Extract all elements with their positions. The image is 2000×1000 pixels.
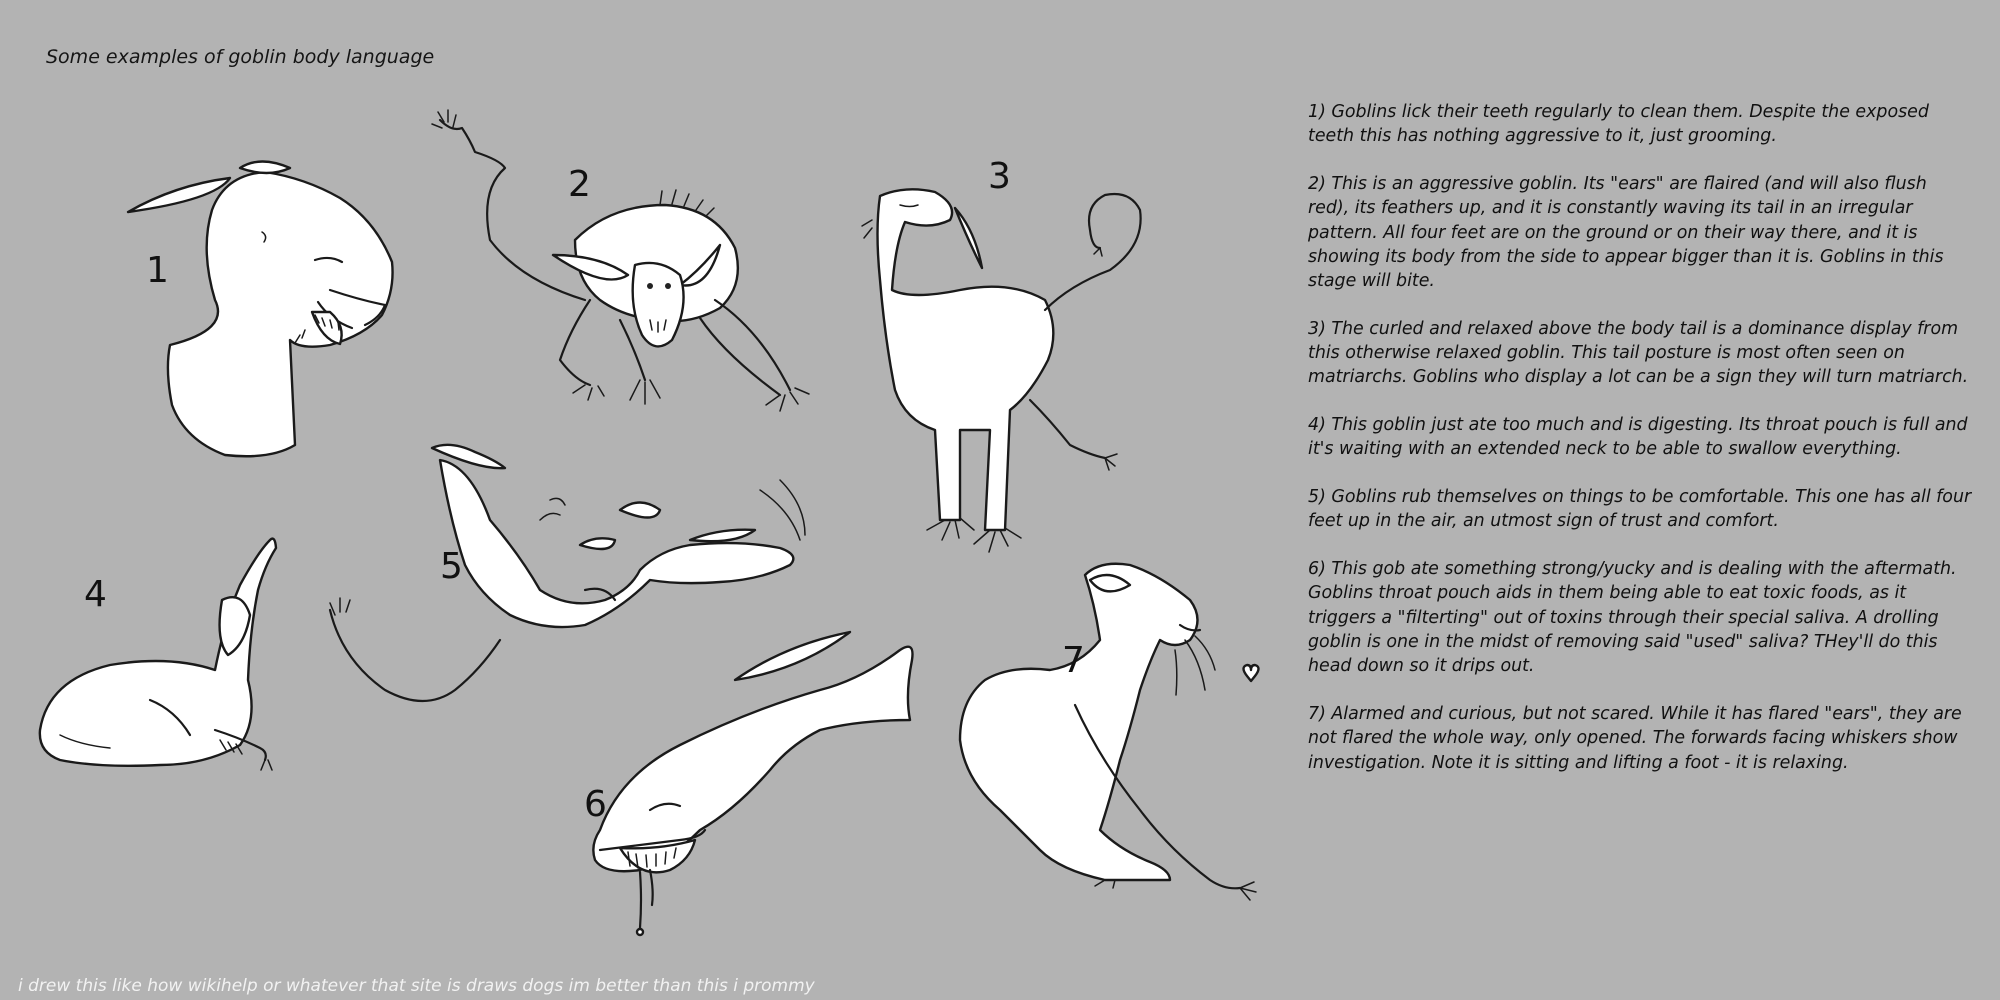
figure-label-4: 4 bbox=[84, 574, 107, 615]
note-2: 2) This is an aggressive goblin. Its "ears" are flaired (and will also flush red), its feathers up, and it is constantly waving its tail in an irregular pattern. All four feet are on the ground or on their way there, and it is showing its body from the side to appear bigger than it is. Goblins in this stage will bite. bbox=[1308, 173, 1944, 292]
goblin-figure-1 bbox=[128, 162, 393, 457]
goblin-figure-6 bbox=[593, 632, 912, 935]
figure-label-2: 2 bbox=[568, 164, 591, 205]
goblin-figure-2 bbox=[432, 110, 809, 411]
page-title: Some examples of goblin body language bbox=[46, 46, 435, 68]
note-1: 1) Goblins lick their teeth regularly to clean them. Despite the exposed teeth this has nothing aggressive to it, just grooming. bbox=[1308, 102, 1929, 147]
figure-label-3: 3 bbox=[988, 156, 1011, 197]
note-3: 3) The curled and relaxed above the body tail is a dominance display from this otherwise relaxed goblin. This tail posture is most often seen on matriarchs. Goblins who display a lot can be a sign they will turn matriarch. bbox=[1308, 318, 1969, 388]
body-language-notes bbox=[1308, 100, 1972, 798]
note-5: 5) Goblins rub themselves on things to be comfortable. This one has all four feet up in the air, an utmost sign of trust and comfort. bbox=[1308, 487, 1972, 532]
goblin-figure-3 bbox=[862, 189, 1141, 552]
figure-label-6: 6 bbox=[584, 784, 607, 825]
note-7: 7) Alarmed and curious, but not scared. While it has flared "ears", they are not flared the whole way, only opened. The forwards facing whiskers show investigation. Note it is sitting and lifting a foot - it is relaxing. bbox=[1308, 703, 1962, 773]
goblin-figure-7 bbox=[960, 564, 1259, 900]
goblin-figure-4 bbox=[40, 539, 276, 770]
figure-label-7: 7 bbox=[1062, 640, 1085, 681]
note-4: 4) This goblin just ate too much and is digesting. Its throat pouch is full and it's waiting with an extended neck to be able to swallow everything. bbox=[1308, 415, 1968, 460]
figure-label-5: 5 bbox=[440, 546, 463, 587]
note-6: 6) This gob ate something strong/yucky and is dealing with the aftermath. Goblins throat pouch aids in them being able to eat toxic foods, as it triggers a "filterting" out of toxins through their special saliva. A drolling goblin is one in the midst of removing said "used" saliva? THey'll do this head down so it drips out. bbox=[1308, 559, 1957, 677]
footer-caption: i drew this like how wikihelp or whatever that site is draws dogs im better than this i prommy bbox=[18, 976, 815, 996]
figure-label-1: 1 bbox=[146, 250, 169, 291]
goblin-figure-5 bbox=[330, 445, 805, 701]
